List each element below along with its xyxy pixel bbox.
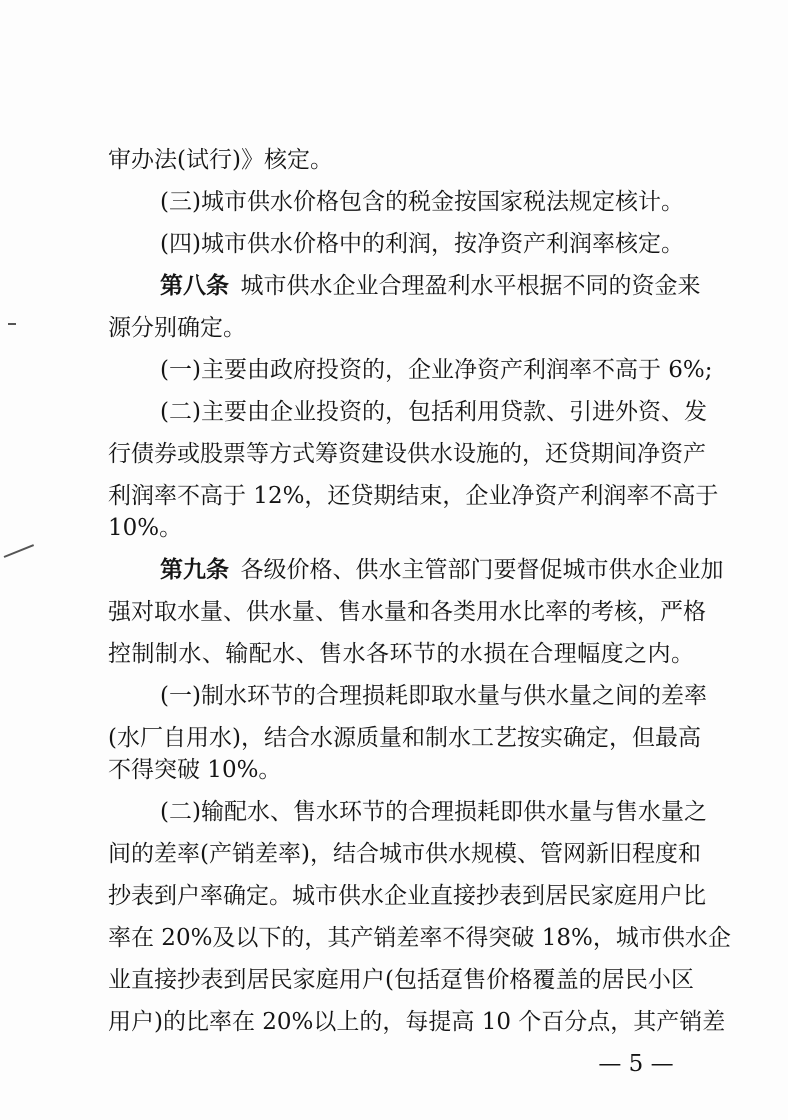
text-line-6: (一)主要由政府投资的，企业净资产利润率不高于 6%;	[160, 357, 713, 383]
scan-mark-dash	[8, 323, 16, 325]
text-line-14: (一)制水环节的合理损耗即取水量与供水量之间的差率	[160, 683, 707, 709]
article-9-text: 各级价格、供水主管部门要督促城市供水企业加	[240, 557, 724, 583]
text-line-3: (四)城市供水价格中的利润，按净资产利润率核定。	[160, 231, 684, 257]
article-9-line	[160, 555, 724, 585]
text-line-10: 10%。	[108, 515, 183, 541]
text-line-19: 抄表到户率确定。城市供水企业直接抄表到居民家庭用户比	[108, 883, 706, 909]
text-line-12: 强对取水量、供水量、售水量和各类用水比率的考核，严格	[108, 599, 706, 625]
text-line-17: (二)输配水、售水环节的合理损耗即供水量与售水量之	[160, 799, 707, 825]
text-line-18: 间的差率(产销差率)，结合城市供水规模、管网新旧程度和	[108, 841, 701, 867]
text-line-21: 业直接抄表到居民家庭用户(包括趸售价格覆盖的居民小区	[108, 967, 694, 993]
text-line-7: (二)主要由企业投资的，包括利用贷款、引进外资、发	[160, 399, 707, 425]
text-line-22: 用户)的比率在 20%以上的，每提高 10 个百分点，其产销差	[108, 1009, 726, 1035]
text-line-13: 控制制水、输配水、售水各环节的水损在合理幅度之内。	[108, 641, 694, 667]
text-line-20: 率在 20%及以下的，其产销差率不得突破 18%，城市供水企	[108, 925, 731, 951]
text-line-16: 不得突破 10%。	[108, 757, 282, 783]
article-8-line	[160, 271, 701, 301]
page-number: — 5 —	[598, 1051, 674, 1077]
text-line-8: 行债券或股票等方式筹资建设供水设施的，还贷期间净资产	[108, 441, 706, 467]
scan-mark-slash	[4, 544, 34, 558]
article-8-text: 城市供水企业合理盈利水平根据不同的资金来	[240, 273, 701, 299]
text-line-15: (水厂自用水)，结合水源质量和制水工艺按实确定，但最高	[108, 725, 701, 751]
article-9-heading: 第九条	[160, 556, 229, 583]
text-line-5: 源分别确定。	[108, 315, 246, 341]
text-line-9: 利润率不高于 12%，还贷期结束，企业净资产利润率不高于	[108, 483, 719, 509]
text-line-2: (三)城市供水价格包含的税金按国家税法规定核计。	[160, 189, 684, 215]
article-8-heading: 第八条	[160, 272, 229, 299]
text-line-1: 审办法(试行)》核定。	[108, 147, 333, 173]
